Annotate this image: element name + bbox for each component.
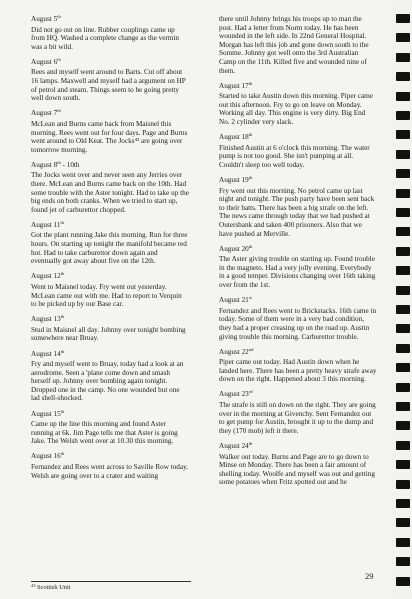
entry-text: Started to take Austin down this morning. Piper came out this afternoon. Fry to go on leave on Monday. Working all day. This engine is very dirty. Big End No. 2 cylinder very slack. xyxy=(219,92,373,127)
spiral-binding xyxy=(392,0,412,599)
binding-hole xyxy=(396,130,410,139)
binding-hole xyxy=(396,305,410,314)
entry-text: Did not go out on line. Rubber couplings came up from HQ. Washed a complete change as the vermin was a bit wild. xyxy=(31,25,179,51)
binding-hole xyxy=(396,557,410,566)
binding-hole xyxy=(396,460,410,469)
binding-hole xyxy=(396,53,410,62)
binding-hole xyxy=(396,383,410,392)
binding-hole xyxy=(396,247,410,256)
diary-entry xyxy=(31,315,189,343)
binding-hole xyxy=(396,286,410,295)
entry-date: August 21st xyxy=(219,295,252,305)
entry-date: August 7th xyxy=(31,108,61,118)
entry-date: August 5th xyxy=(31,14,61,23)
binding-hole xyxy=(396,344,410,353)
entry-date: August 23rd xyxy=(219,389,253,399)
diary-entry xyxy=(31,161,189,215)
entry-text: The Jocks went over and never seen any Jerries over there. McLean and Burns came back on the 10th. Had some trouble with the Aster tonight. Had to take up the big ends on both cranks. When we tried to start up, found jet of carburettor chopped. xyxy=(31,171,189,214)
diary-entry xyxy=(219,296,377,341)
entry-date: August 18th xyxy=(219,132,253,142)
entry-date: August 14th xyxy=(31,348,65,358)
binding-hole xyxy=(396,421,410,430)
entry-date: August 12th xyxy=(31,271,65,281)
entry-date: August 16th xyxy=(31,451,65,461)
entry-date: August 6th xyxy=(31,56,61,66)
binding-hole xyxy=(396,499,410,508)
entry-text: Went to Maisnel today. Fry went out yesterday. McLean came out with me. Had to report to Verquin to be picked up by our Base car. xyxy=(31,282,182,309)
diary-entry xyxy=(219,245,377,290)
entry-text: Finished Austin at 6 o'clock this morning. The water pump is not too good. She isn't pumping at all. Couldn't sleep too well today. xyxy=(219,143,370,169)
entry-text: Got the plant running Jake this morning. Run for three hours. On starting up tonight the manifold became red hot. Had to take carburettor down again and eventually got away about five on the 12th. xyxy=(31,231,188,266)
entry-text: McLean and Burns came back from Maisnel this morning. Rees went out for four days. Page and Burns went around to Old Keat. The Jocks⁴³ are going over tomorrow morning. xyxy=(31,119,188,154)
entry-date: August 17th xyxy=(219,80,253,90)
entry-text: Came up the line this morning and found Aster running at 6k. Jim Page tells me that Aster is going Jake. The Welsh went over at 10.30 this morning. xyxy=(31,420,178,446)
diary-entry-continued xyxy=(219,15,377,75)
binding-hole xyxy=(396,208,410,217)
binding-hole xyxy=(396,266,410,275)
diary-entry xyxy=(219,442,377,487)
diary-entry xyxy=(219,390,377,435)
entry-text: The Aster giving trouble on starting up. Found trouble in the magneto. Had a very jolly evening. Everybody in a good temper. Divisions changing over 16th taking over from the 1st. xyxy=(219,255,376,290)
binding-hole xyxy=(396,518,410,527)
entry-date: August 22nd xyxy=(219,346,254,356)
diary-entry xyxy=(219,348,377,384)
diary-entry xyxy=(31,15,189,51)
binding-hole xyxy=(396,227,410,236)
binding-hole xyxy=(396,538,410,547)
binding-hole xyxy=(396,14,410,23)
entry-text: Fry went out this morning. No petrol came up last night and tonight. The push party have been sent back to their batts. There has been a big strafe on the left. The news came through today that we had pushed at Outersbank and taken 400 prisoners. Also that we have pushed at Merville. xyxy=(219,186,375,238)
diary-entry xyxy=(31,452,189,480)
binding-hole xyxy=(396,441,410,450)
footnote-text: Scottish Unit xyxy=(37,584,71,591)
binding-hole xyxy=(396,169,410,178)
binding-hole xyxy=(396,480,410,489)
diary-entry xyxy=(219,133,377,169)
entry-text: Fry and myself went to Bruay, today had a look at an aerodrome. Seen a 'plane come down and smash herself up. Johnny over bombing again tonight. Dropped one in the camp. No one wounded but one lad shell-shocked. xyxy=(31,360,184,403)
entry-text: Stud in Maisnel all day. Johnny over tonight bombing somewhere near Bruay. xyxy=(31,325,186,343)
binding-hole xyxy=(396,92,410,101)
binding-hole xyxy=(396,577,410,586)
entry-text: Walker out today. Burns and Page are to go down to Minse on Monday. There has been a fair amount of shelling today. Woolfe and myself was out and getting some potatoes when Fritz spotted out and he xyxy=(219,452,375,487)
entry-date: August 15th xyxy=(31,408,65,418)
entry-text: Fernandez and Rees went across to Saville Row today. Welsh are going over to a crater and waiting xyxy=(31,463,189,480)
diary-entry xyxy=(31,109,189,154)
entry-date: August 19th xyxy=(219,175,253,184)
binding-hole xyxy=(396,363,410,372)
entry-text: Rees and myself went around to Barts. Cut off about 16 lamps. Maxwell and myself had a argument on HP of petrol and steam. Things seem to be going pretty well down south. xyxy=(31,68,186,103)
diary-entry xyxy=(219,176,377,238)
diary-entry xyxy=(31,410,189,446)
binding-hole xyxy=(396,402,410,411)
entry-text: there until Johnny brings his troops up to man the post. Had a letter from Norm today. He has been wounded in the left side. In 22nd General Hospital. Morgan has left this job and gone down south to the Somme. Johnny got well onto the 3rd Australian Camp on the 11th. Killed five and wounded nine of them. xyxy=(219,15,369,75)
entry-date: August 24th xyxy=(219,440,253,450)
left-column xyxy=(31,15,189,487)
binding-hole xyxy=(396,324,410,333)
footnote-number: 43 xyxy=(31,583,36,588)
binding-hole xyxy=(396,189,410,198)
entry-text: Fernandez and Rees went to Brickstacks. 16th came in today. Some of them were in a very bad condition, they had a proper creasing up on the road up. Austin giving trouble this morning. Carburettor trouble. xyxy=(219,306,377,341)
page-number: 29 xyxy=(365,571,374,581)
binding-hole xyxy=(396,150,410,159)
entry-date: August 20th xyxy=(219,243,253,253)
entry-text: Piper came out today. Had Austin down when he landed here. There has been a pretty heavy strafe away down on the right. Happened about 3 this morning. xyxy=(219,358,377,384)
diary-entry xyxy=(31,58,189,103)
right-column xyxy=(219,15,377,493)
footnote xyxy=(31,581,191,592)
diary-entry xyxy=(31,350,189,404)
entry-date: August 13th xyxy=(31,314,65,324)
diary-entry xyxy=(219,82,377,127)
entry-text: The strafe is still on down on the right. They are going over in the morning at Givenchy. Sent Fernandez out to get pump for Austin, brought it up to the dump and they (170 mob) left it there. xyxy=(219,401,376,435)
binding-hole xyxy=(396,111,410,120)
diary-entry xyxy=(31,272,189,308)
diary-entry xyxy=(31,221,189,266)
entry-date: August 11th xyxy=(31,219,65,229)
binding-hole xyxy=(396,33,410,42)
binding-hole xyxy=(396,72,410,81)
entry-date: August 8th - 10th xyxy=(31,159,80,169)
